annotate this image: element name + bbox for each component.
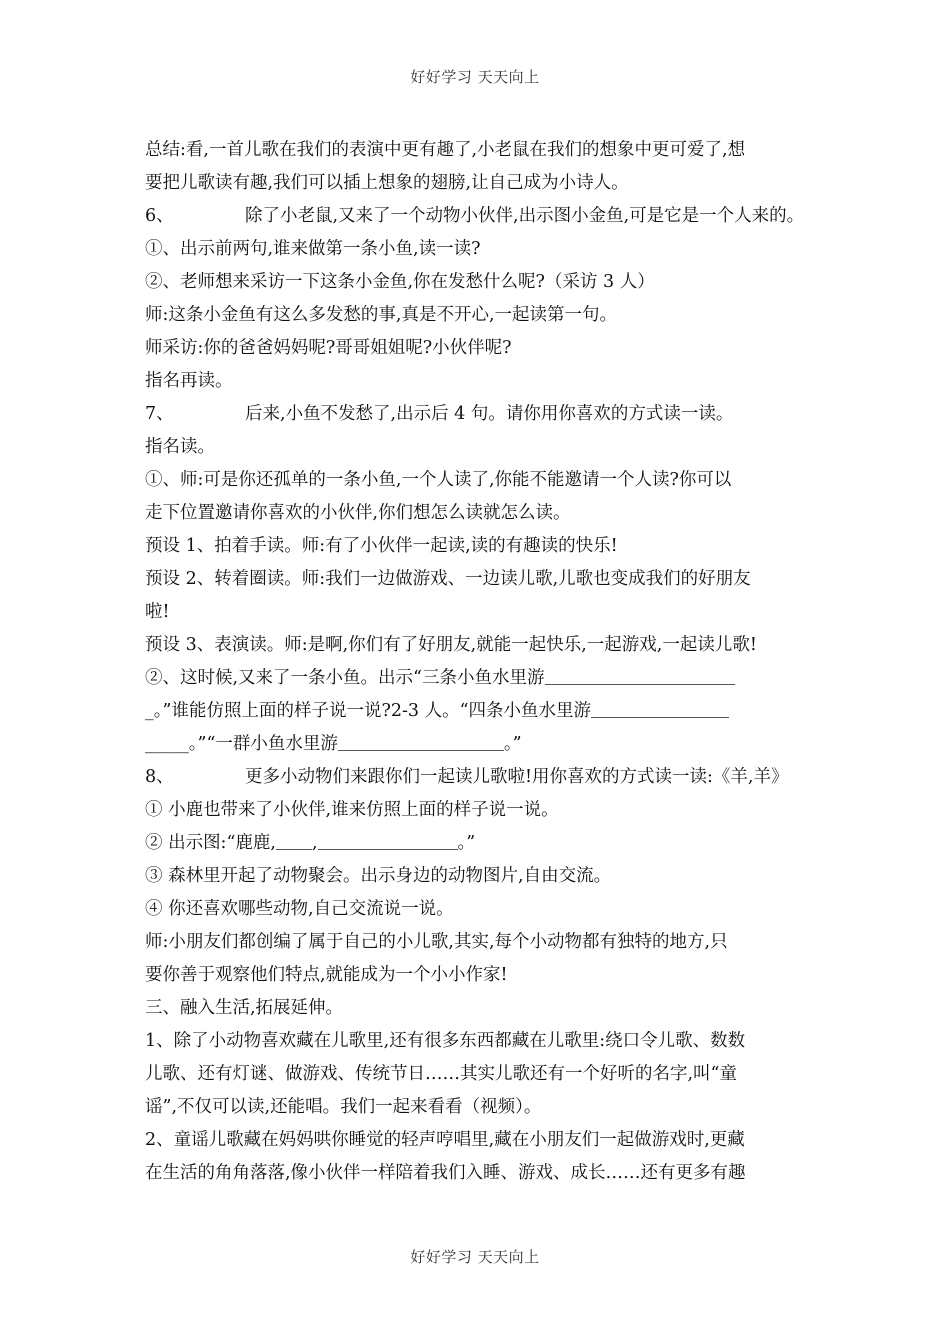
paragraph-line: 预设 2、转着圈读。师:我们一边做游戏、一边读儿歌,儿歌也变成我们的好朋友 [145,569,751,589]
numbered-item-8 [145,761,807,794]
line-text: ②、这时候,又来了一条小鱼。出示“三条小鱼水里游 [145,668,545,688]
fill-blank-line [145,728,807,761]
page-header: 好好学习 天天向上 [410,68,540,86]
page-footer: 好好学习 天天向上 [410,1248,540,1266]
item-text: 更多小动物们来跟你们一起读儿歌啦!用你喜欢的方式读一读:《羊,羊》 [245,767,789,787]
paragraph-line: 师采访:你的爸爸妈妈呢?哥哥姐姐呢?小伙伴呢? [145,338,512,358]
paragraph-line: 啦! [145,602,170,622]
paragraph-line: 1、除了小动物喜欢藏在儿歌里,还有很多东西都藏在儿歌里:绕口令儿歌、数数 [145,1031,746,1051]
paragraph-line: 师:小朋友们都创编了属于自己的小儿歌,其实,每个小动物都有独特的地方,只 [145,932,728,952]
numbered-item-7 [145,398,807,431]
document-body [145,134,807,1190]
paragraph-line: ③ 森林里开起了动物聚会。出示身边的动物图片,自由交流。 [145,866,612,886]
paragraph-line: ① 小鹿也带来了小伙伴,谁来仿照上面的样子说一说。 [145,800,559,820]
paragraph-line: 走下位置邀请你喜欢的小伙伴,你们想怎么读就怎么读。 [145,503,571,523]
paragraph-line: 2、童谣儿歌藏在妈妈哄你睡觉的轻声哼唱里,藏在小朋友们一起做游戏时,更藏 [145,1130,745,1150]
line-tail: 。” [457,833,476,853]
line-text: _____。”“一群小鱼水里游 [145,734,338,754]
line-tail: 。” [503,734,522,754]
fill-blank-line [145,662,807,695]
paragraph-line: ①、师:可是你还孤单的一条小鱼,一个人读了,你能不能邀请一个人读?你可以 [145,470,732,490]
paragraph-line: 要你善于观察他们特点,就能成为一个小小作家! [145,965,508,985]
paragraph-line: 在生活的角角落落,像小伙伴一样陪着我们入睡、游戏、成长……还有更多有趣 [145,1163,746,1183]
line-text: _。”谁能仿照上面的样子说一说?2-3 人。“四条小鱼水里游 [145,701,592,721]
paragraph-line: ①、出示前两句,谁来做第一条小鱼,读一读? [145,239,481,259]
blank-underline [318,829,458,850]
section-heading: 三、融入生活,拓展延伸。 [145,998,344,1018]
paragraph-line: 谣”,不仅可以读,还能唱。我们一起来看看（视频）。 [145,1097,542,1117]
item-number: 6、 [145,206,174,226]
separator: , [311,833,318,853]
paragraph-line: 预设 3、表演读。师:是啊,你们有了好朋友,就能一起快乐,一起游戏,一起读儿歌! [145,635,757,655]
fill-blank-line [145,695,807,728]
blank-underline [591,697,729,718]
item-text: 除了小老鼠,又来了一个动物小伙伴,出示图小金鱼,可是它是一个人来的。 [245,206,805,226]
blank-underline [276,829,312,850]
blank-underline [338,730,504,751]
item-number: 7、 [145,404,174,424]
paragraph-line: ②、老师想来采访一下这条小金鱼,你在发愁什么呢?（采访 3 人） [145,272,655,292]
paragraph-line: 预设 1、拍着手读。师:有了小伙伴一起读,读的有趣读的快乐! [145,536,618,556]
numbered-item-6 [145,200,807,233]
item-number: 8、 [145,767,174,787]
line-text: ② 出示图:“鹿鹿, [145,833,276,853]
blank-underline [545,664,735,685]
paragraph-line: 儿歌、还有灯谜、做游戏、传统节日……其实儿歌还有一个好听的名字,叫“童 [145,1064,738,1084]
paragraph-line: ④ 你还喜欢哪些动物,自己交流说一说。 [145,899,454,919]
paragraph-line: 指名再读。 [145,371,233,391]
item-text: 后来,小鱼不发愁了,出示后 4 句。请你用你喜欢的方式读一读。 [245,404,734,424]
paragraph-line: 总结:看,一首儿歌在我们的表演中更有趣了,小老鼠在我们的想象中更可爱了,想 [145,140,746,160]
fill-blank-line [145,827,807,860]
paragraph-line: 要把儿歌读有趣,我们可以插上想象的翅膀,让自己成为小诗人。 [145,173,629,193]
paragraph-line: 师:这条小金鱼有这么多发愁的事,真是不开心,一起读第一句。 [145,305,618,325]
paragraph-line: 指名读。 [145,437,215,457]
